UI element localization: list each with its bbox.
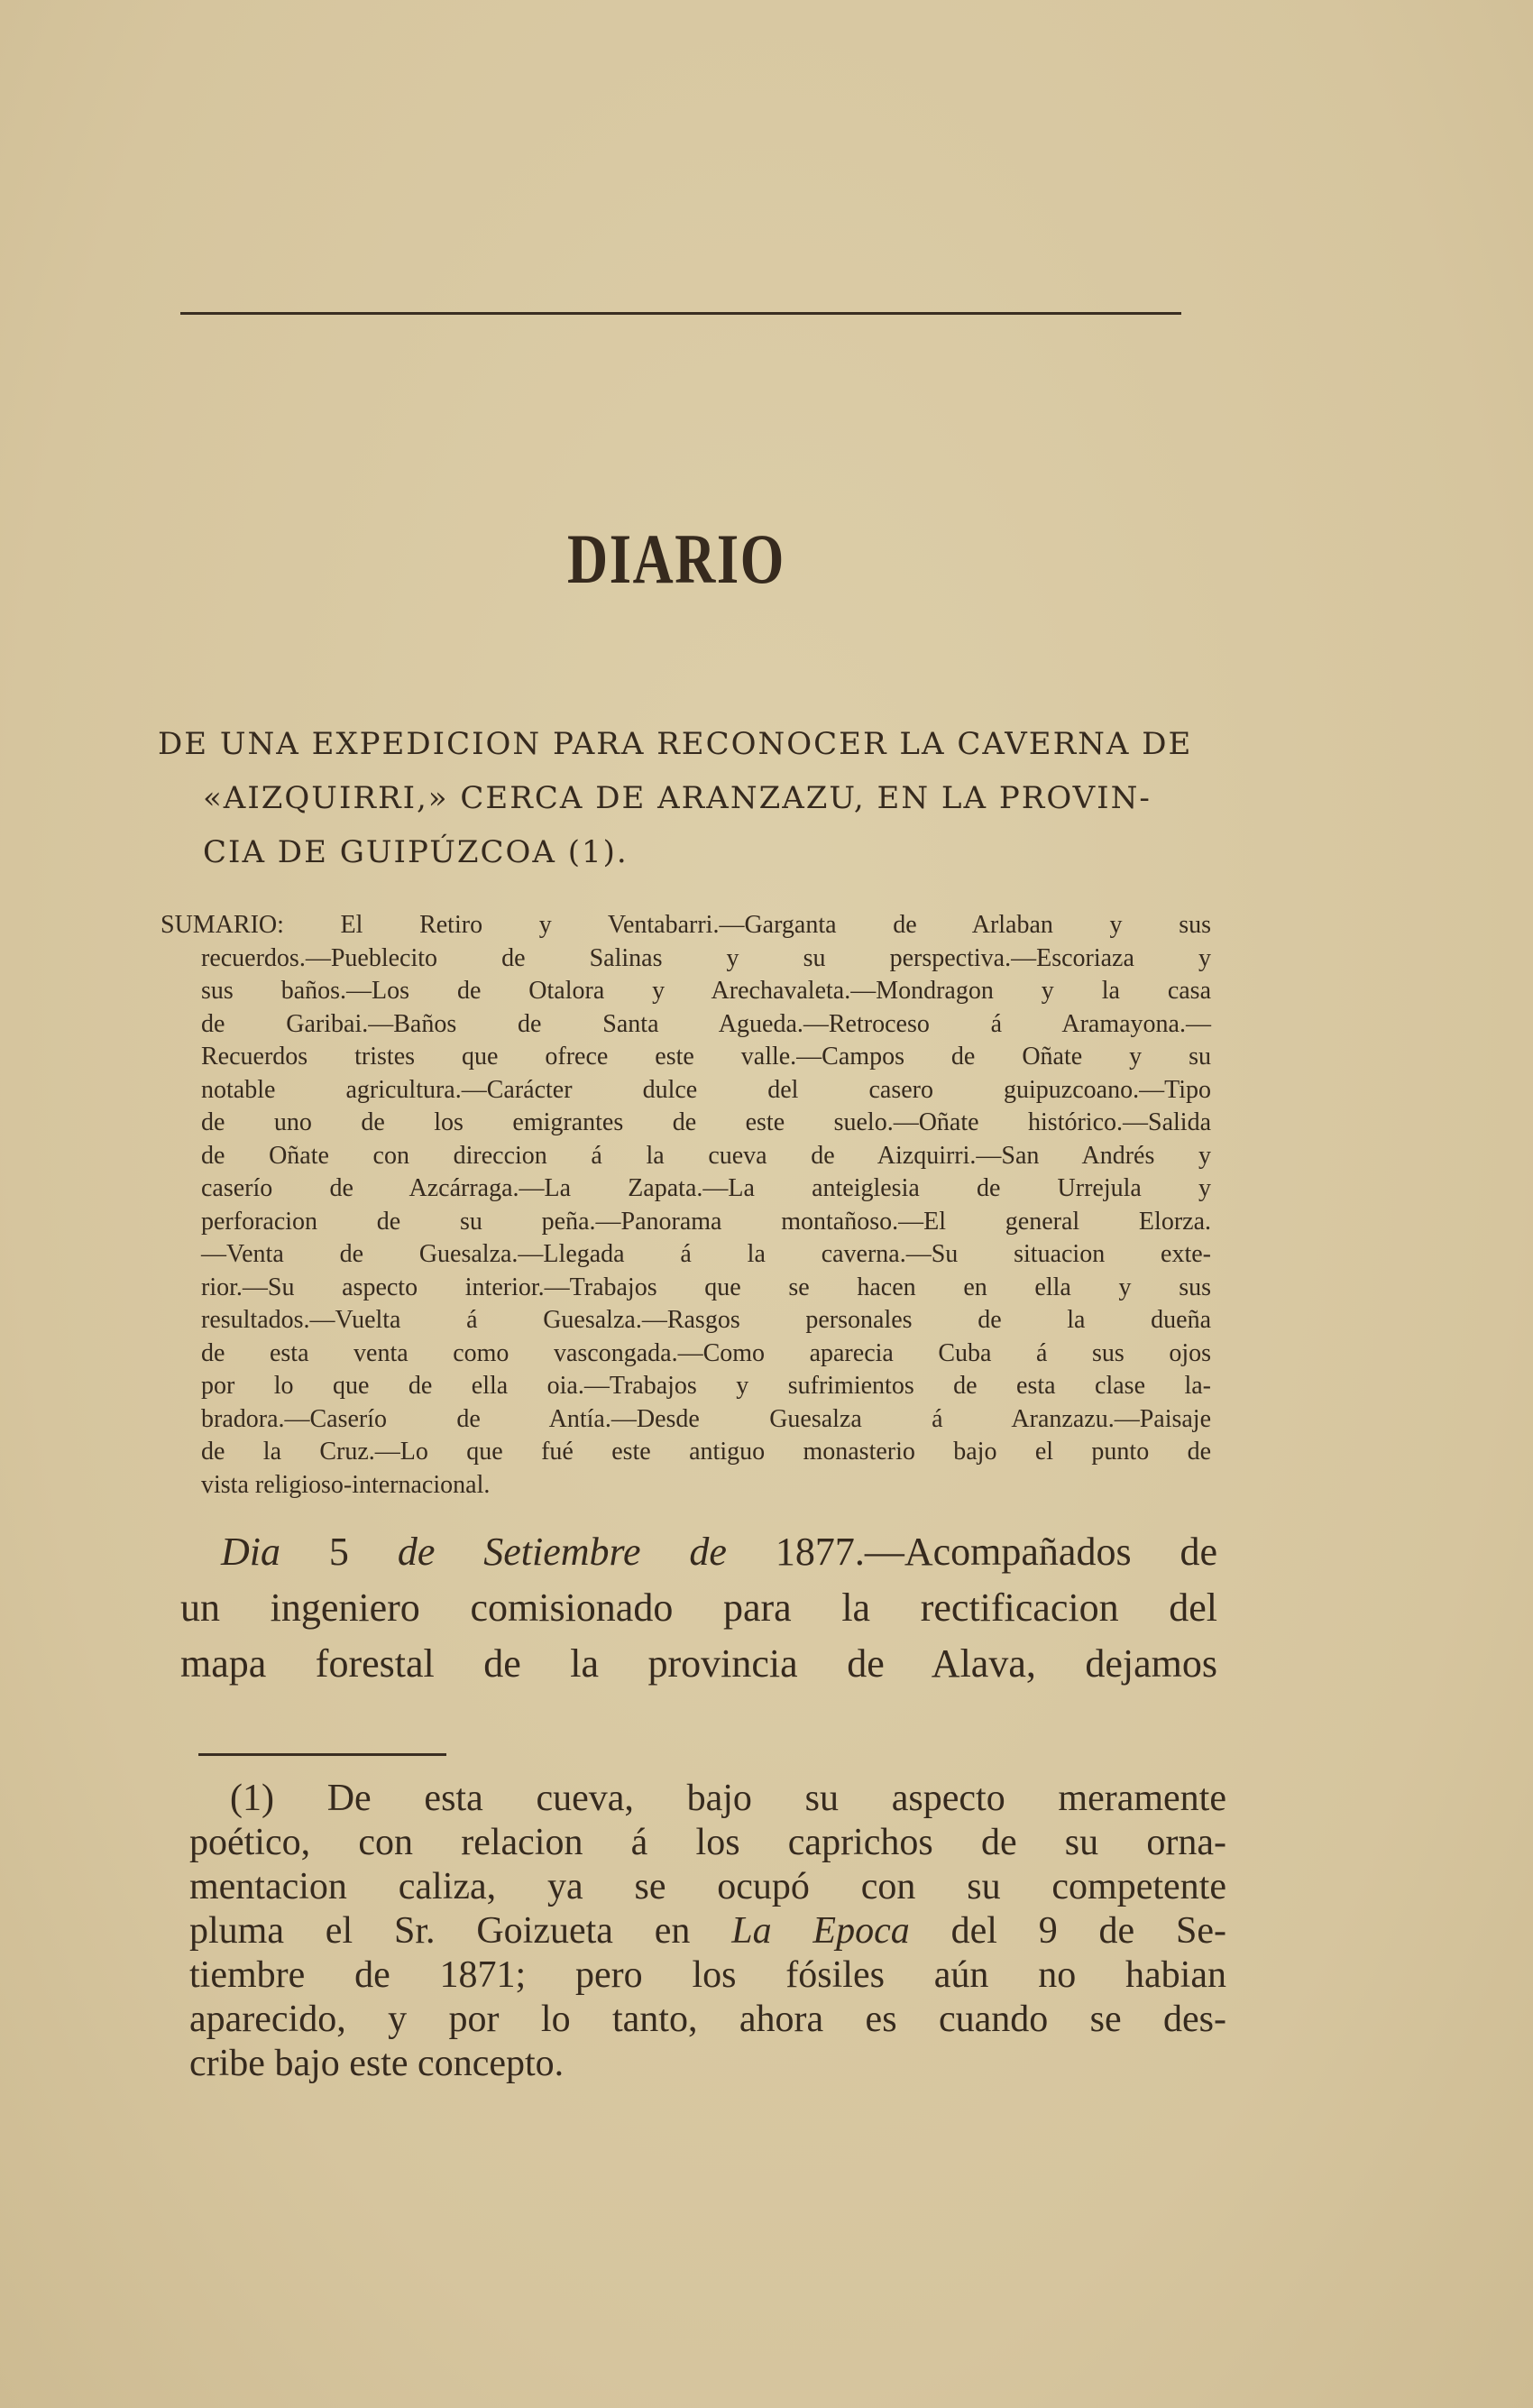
summary-line: por lo que de ella oia.—Trabajos y sufrimientos de esta clase la- [201, 1372, 1211, 1400]
footnote-text: del 9 de Se- [950, 1910, 1227, 1952]
summary-line: de uno de los emigrantes de este suelo.—Oñate histórico.—Salida [201, 1108, 1211, 1136]
footnote [189, 1777, 1226, 2086]
heading-line: CIA DE GUIPÚZCOA (1). [203, 834, 629, 870]
body-text [180, 1524, 1217, 1692]
footnote-line: poético, con relacion á los caprichos de su orna- [189, 1822, 1226, 1863]
publication-title: La Epoca [731, 1910, 910, 1952]
summary-line: —Venta de Guesalza.—Llegada á la caverna.—Su situacion exte- [201, 1240, 1211, 1268]
heading-line: DE UNA EXPEDICION PARA RECONOCER LA CAVERNA DE [158, 726, 1193, 762]
body-text-span: —Acompañados de [864, 1530, 1218, 1574]
summary [161, 909, 1211, 1502]
summary-line: de la Cruz.—Lo que fué este antiguo monasterio bajo el punto de [201, 1438, 1211, 1466]
summary-line: perforacion de su peña.—Panorama montañoso.—El general Elorza. [201, 1207, 1211, 1236]
heading-line: «AIZQUIRRI,» CERCA DE ARANZAZU, EN LA PROVIN- [203, 780, 1152, 816]
date-text: de Setiembre de [397, 1530, 727, 1574]
top-rule [180, 312, 1181, 315]
footnote-line: mentacion caliza, ya se ocupó con su competente [189, 1866, 1226, 1907]
summary-line: bradora.—Caserío de Antía.—Desde Guesalza á Aranzazu.—Paisaje [201, 1404, 1211, 1433]
summary-line: sus baños.—Los de Otalora y Arechavaleta.—Mondragon y la casa [201, 977, 1211, 1005]
summary-line: de esta venta como vascongada.—Como aparecia Cuba á sus ojos [201, 1338, 1211, 1367]
date-text: Dia [221, 1530, 280, 1574]
date-year: 1877. [775, 1530, 865, 1574]
footnote-line: aparecido, y por lo tanto, ahora es cuando se des- [189, 1999, 1226, 2040]
summary-line: Recuerdos tristes que ofrece este valle.—Campos de Oñate y su [201, 1043, 1211, 1071]
summary-line: notable agricultura.—Carácter dulce del casero guipuzcoano.—Tipo [201, 1075, 1211, 1104]
subtitle-heading [158, 717, 1195, 879]
body-line [180, 1524, 1217, 1580]
footnote-rule [198, 1753, 446, 1756]
document-title: DIARIO [567, 519, 785, 598]
summary-line: caserío de Azcárraga.—La Zapata.—La anteiglesia de Urrejula y [201, 1174, 1211, 1202]
summary-line: resultados.—Vuelta á Guesalza.—Rasgos personales de la dueña [201, 1306, 1211, 1334]
summary-line: SUMARIO: El Retiro y Ventabarri.—Garganta de Arlaban y sus [161, 911, 1211, 939]
summary-line: rior.—Su aspecto interior.—Trabajos que se hacen en ella y sus [201, 1273, 1211, 1301]
summary-line: recuerdos.—Pueblecito de Salinas y su perspectiva.—Escoriaza y [201, 943, 1211, 972]
footnote-line: tiembre de 1871; pero los fósiles aún no habian [189, 1954, 1226, 1996]
body-line: mapa forestal de la provincia de Alava, dejamos [180, 1641, 1217, 1686]
footnote-text: pluma el Sr. Goizueta en [189, 1910, 691, 1952]
date-day: 5 [328, 1530, 349, 1574]
summary-line: de Garibai.—Baños de Santa Agueda.—Retroceso á Aramayona.— [201, 1009, 1211, 1038]
body-line: un ingeniero comisionado para la rectificacion del [180, 1585, 1217, 1630]
footnote-line [189, 1909, 1226, 1953]
summary-line: de Oñate con direccion á la cueva de Aizquirri.—San Andrés y [201, 1141, 1211, 1170]
footnote-line: (1) De esta cueva, bajo su aspecto meramente [230, 1778, 1226, 1819]
summary-line: vista religioso-internacional. [201, 1470, 491, 1499]
footnote-line: cribe bajo este concepto. [189, 2043, 565, 2084]
